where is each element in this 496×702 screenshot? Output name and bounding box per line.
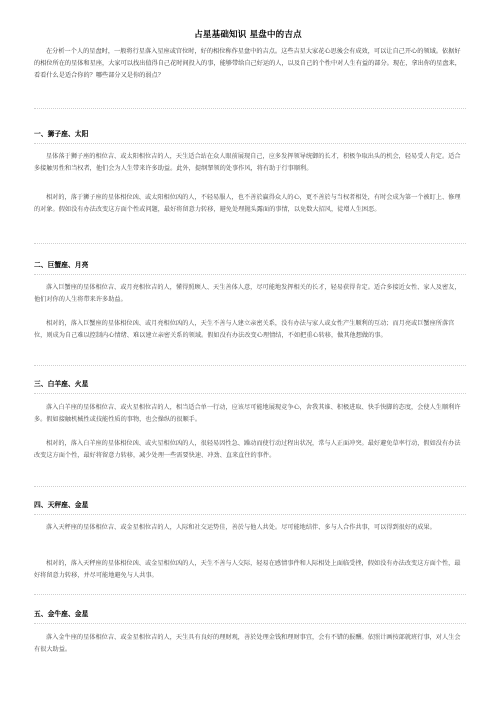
divider: [34, 594, 466, 595]
section-heading-3: 三、白羊座、火星: [34, 380, 89, 388]
section-3-paragraph-2: 相对的，落入白羊座的星体相位凶、或火星相位凶的人，很轻易因性急、躁动而使行动过程出状况，常与人正面冲突。最好避免草率行动，假如没有办法改变这方面个性，最好将留意力转移，减少处理一些需要快速、冲劲、直来直往的事件。: [34, 440, 461, 460]
divider: [34, 274, 466, 275]
section-1-paragraph-1: 星体落于狮子座的相位吉、或太阳相位吉的人，天生适合站在众人眼前展现自己，应多发挥领导统御的长才，积极争取出头的机会，轻易受人肯定。适合多接触男性和当权者，他们会为人生带来许多助益。此外，提纲挈领的处事作风，将有助于行事顺利。: [34, 153, 461, 173]
section-heading-1: 一、狮子座、太阳: [34, 130, 89, 138]
section-4-paragraph-1: 落入天秤座的星体相位吉、或金星相位吉的人，人际和社交运势佳，善於与他人共处。尽可能地结伴、多与人合作共事，可以得到很好的成果。: [46, 524, 436, 531]
section-heading-2: 二、巨蟹座、月亮: [34, 261, 89, 269]
document-title: 占星基础知识 星盘中的吉点: [194, 30, 302, 40]
divider: [34, 623, 466, 624]
section-3-paragraph-1: 落入白羊座的星体相位吉、或火星相位吉的人，相当适合单一行动，应该尽可能地展现竞争心，舍我其谁、积极进取、快手快脚的态度，会使人生顺利许多。假如接触机械性或技能性质的事物，也会操纵的很顺手。: [34, 404, 461, 424]
divider: [34, 108, 466, 109]
section-5-paragraph-1: 落入金牛座的星体相位吉、或金星相位吉的人，天生具有良好的理财观，善於处理金钱和理财事宜，会有不错的报酬。依照计画按部就班行事，对人生会有很大助益。: [34, 634, 461, 654]
section-heading-5: 五、金牛座、金星: [34, 610, 89, 618]
section-1-paragraph-2: 相对的，落于狮子座的星体相位凶、或太阳相位凶的人，不轻易服人，也不善於赢得众人的心，更不善於与当权者相处，有时会成为第一个被盯上、修理的对象。假如没有办法改变这方面个性或问题，最好将留意力转移，避免处理抛头露面的事情，以免数大招风，徒增人生困恶。: [34, 194, 461, 214]
divider: [34, 514, 466, 515]
divider: [34, 393, 466, 394]
divider: [34, 365, 466, 366]
divider: [34, 486, 466, 487]
section-4-paragraph-2: 相对的，落入天秤座的星体相位凶、或金星相位凶的人，天生不善与人交际，轻易在感情事件和人际相处上面临受挫，假如没有办法改变这方面个性，最好将留意力转移，并尽可能地避免与人共事。: [34, 560, 461, 580]
divider: [34, 243, 466, 244]
section-2-paragraph-2: 相对的，落入巨蟹座的星体相位凶、或月亮相位凶的人，天生不善与人建立亲密关系，没有办法与家人或女性产生顺利的互动；而月亮或巨蟹座所落宫位，则成为自己难以控制内心情绪、难以建立亲密关系的领域。假如没有办法改变心理情结，不如把重心转移，做其他想做的事。: [34, 320, 455, 340]
intro-paragraph: 在分析一个人的星盘时，一般将行星落入星座或宫位时，好的相位称作星盘中的吉点。这些吉星大家花心思後会有成效，可以让自己开心的领域。依据好的相位所在的星体和星座，大家可以找出值得自己花时间投入的事，能够带给自己好运的人，以及自己的个性中对人生有益的部分。现在，拿出你的星盘来，看看什么是适合你的？哪些部分又是你的弱点？: [34, 48, 461, 80]
section-2-paragraph-1: 落入巨蟹座的星体相位吉、或月亮相位吉的人，懂得照顾人、天生善体人意，尽可能地发挥相关的长才，轻易获得肯定。适合多接近女性、家人及密友，他们对你的人生将带来许多助益。: [34, 284, 461, 304]
section-heading-4: 四、天秤座、金星: [34, 501, 89, 509]
divider: [34, 143, 466, 144]
